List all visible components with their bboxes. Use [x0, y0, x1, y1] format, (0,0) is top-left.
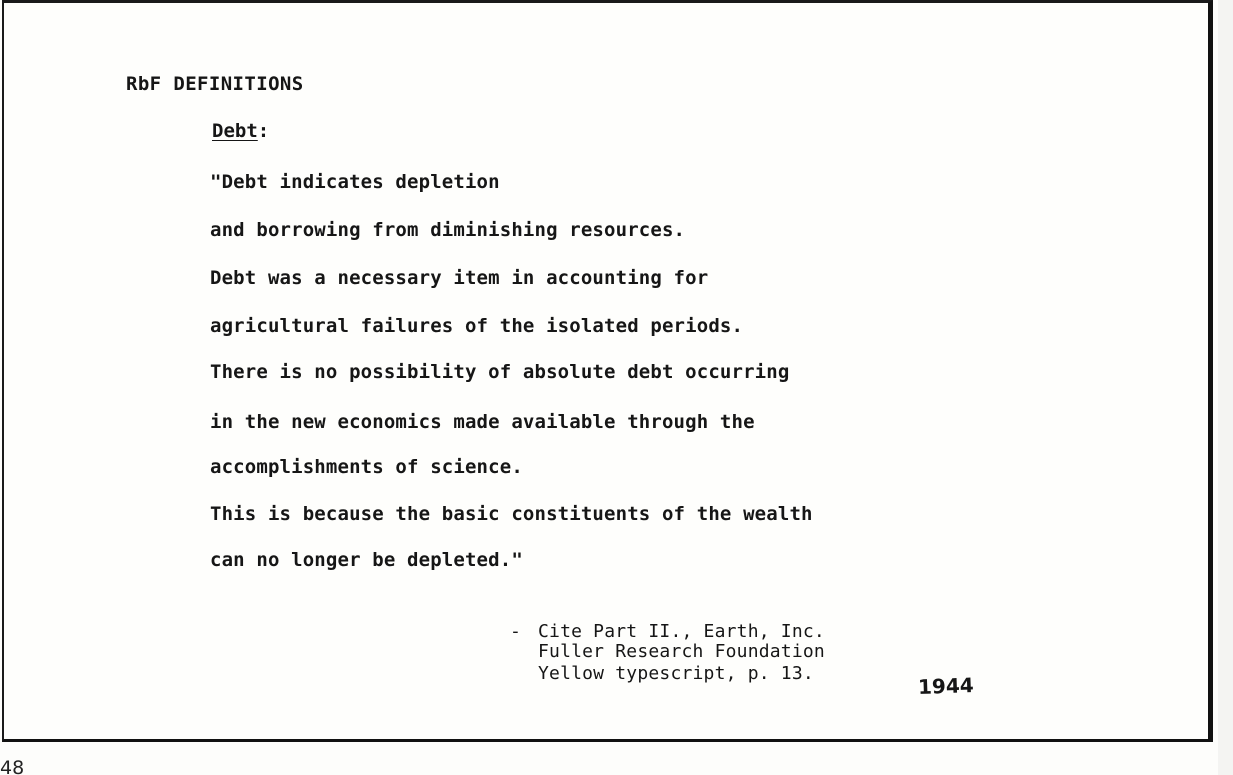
quote-line: There is no possibility of absolute debt occurring [210, 361, 790, 383]
page-edge [1218, 0, 1233, 775]
quote-line: agricultural failures of the isolated periods. [210, 315, 744, 337]
citation-line: Cite Part II., Earth, Inc. [538, 621, 825, 642]
page-number: 48 [0, 757, 25, 775]
handwritten-year: 1944 [917, 673, 975, 699]
quote-line: can no longer be depleted." [210, 549, 523, 571]
citation-dash: - [510, 621, 521, 642]
quote-line: in the new economics made available through the [210, 411, 755, 433]
citation-line: Yellow typescript, p. 13. [538, 663, 814, 684]
quote-line: Debt was a necessary item in accounting for [210, 267, 709, 289]
quote-line: This is because the basic constituents of the wealth [210, 503, 813, 525]
section-heading: RbF DEFINITIONS [126, 73, 304, 95]
quote-line: accomplishments of science. [210, 456, 523, 478]
term-label: Debt [212, 120, 258, 142]
term-heading [212, 119, 269, 143]
citation-line: Fuller Research Foundation [538, 641, 825, 662]
quote-line: "Debt indicates depletion [210, 171, 500, 193]
quote-line: and borrowing from diminishing resources. [210, 219, 686, 241]
term-colon: : [257, 120, 270, 142]
